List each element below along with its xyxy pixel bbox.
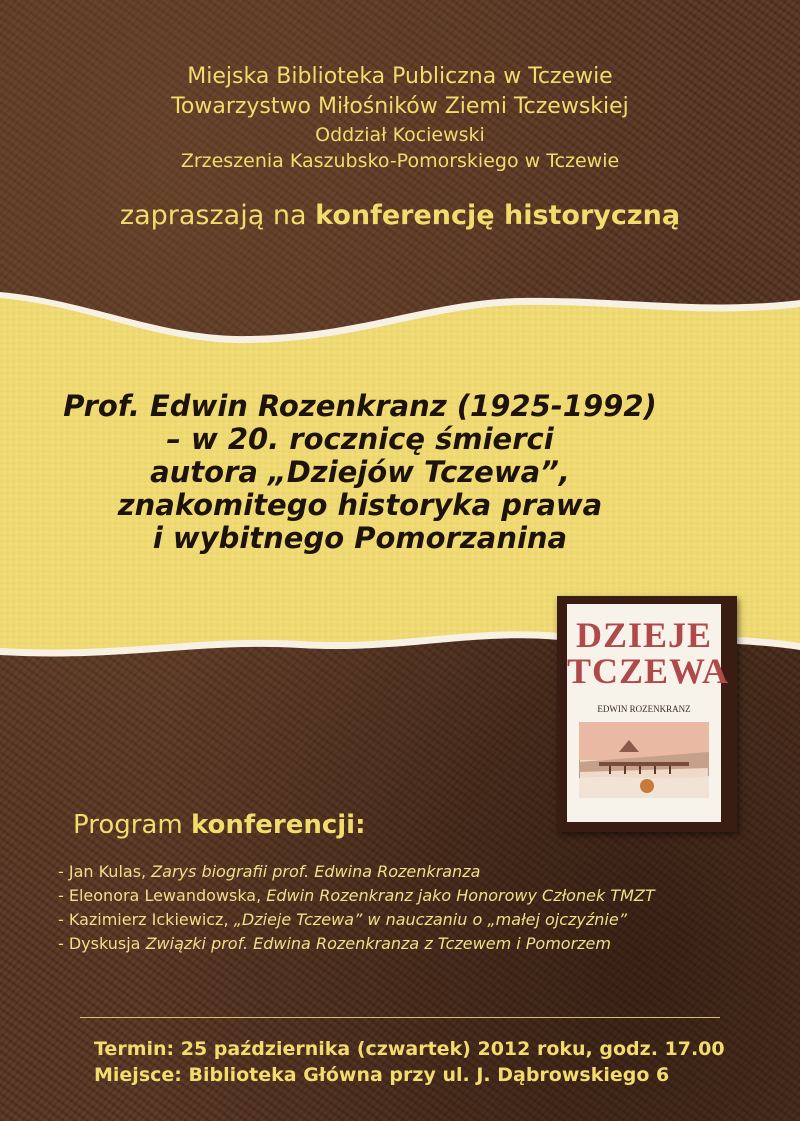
book-author: EDWIN ROZENKRANZ [597,704,691,714]
book-cover-illustration [579,722,709,798]
program-topic: „Dzieje Tczewa” w nauczaniu o „małej ojczyźnie” [233,910,628,929]
invitation-emphasis: konferencję historyczną [315,200,681,231]
invitation-line [0,200,800,231]
program-item [58,908,778,932]
program-list [58,860,778,956]
program-item [58,860,778,884]
program-topic: Zarys biografii prof. Edwina Rozenkranza [151,862,481,881]
book-cover-page [567,604,730,822]
organizer-association: Zrzeszenia Kaszubsko-Pomorskiego w Tczewie [180,150,620,172]
program-heading-prefix: Program [73,810,191,840]
program-heading-emphasis: konferencji: [190,810,366,840]
program-item [58,932,778,956]
program-topic: Związki prof. Edwina Rozenkranza z Tczewem i Pomorzem [145,934,611,953]
organizers-block [0,62,800,174]
organizer-library: Miejska Biblioteka Publiczna w Tczewie [187,64,613,89]
event-date: Termin: 25 października (czwartek) 2012 roku, godz. 17.00 [94,1038,725,1060]
title-line: znakomitego historyka prawa [117,488,603,522]
program-speaker: - Eleonora Lewandowska, [58,886,267,905]
organizer-society: Towarzystwo Miłośników Ziemi Tczewskiej [171,94,629,119]
conference-title [60,390,660,555]
title-line: – w 20. rocznicę śmierci [166,422,554,456]
divider [80,1017,720,1018]
program-heading [73,810,365,840]
book-title-line1: DZIEJE [575,615,713,655]
program-speaker: - Dyskusja [58,934,146,953]
event-place: Miejsce: Biblioteka Główna przy ul. J. Dąbrowskiego 6 [94,1064,670,1086]
book-cover-image [557,596,737,832]
organizer-branch: Oddział Kociewski [315,124,485,146]
event-details [94,1036,725,1088]
program-item [58,884,778,908]
program-speaker: - Kazimierz Ickiewicz, [58,910,234,929]
title-line: Prof. Edwin Rozenkranz (1925-1992) [63,389,657,423]
program-topic: Edwin Rozenkranz jako Honorowy Członek TMZT [266,886,655,905]
program-speaker: - Jan Kulas, [58,862,152,881]
title-line: i wybitnego Pomorzanina [152,521,568,555]
title-line: autora „Dziejów Tczewa”, [150,455,570,489]
invitation-prefix: zapraszają na [119,200,316,231]
book-title-line2: TCZEWA [567,651,730,691]
